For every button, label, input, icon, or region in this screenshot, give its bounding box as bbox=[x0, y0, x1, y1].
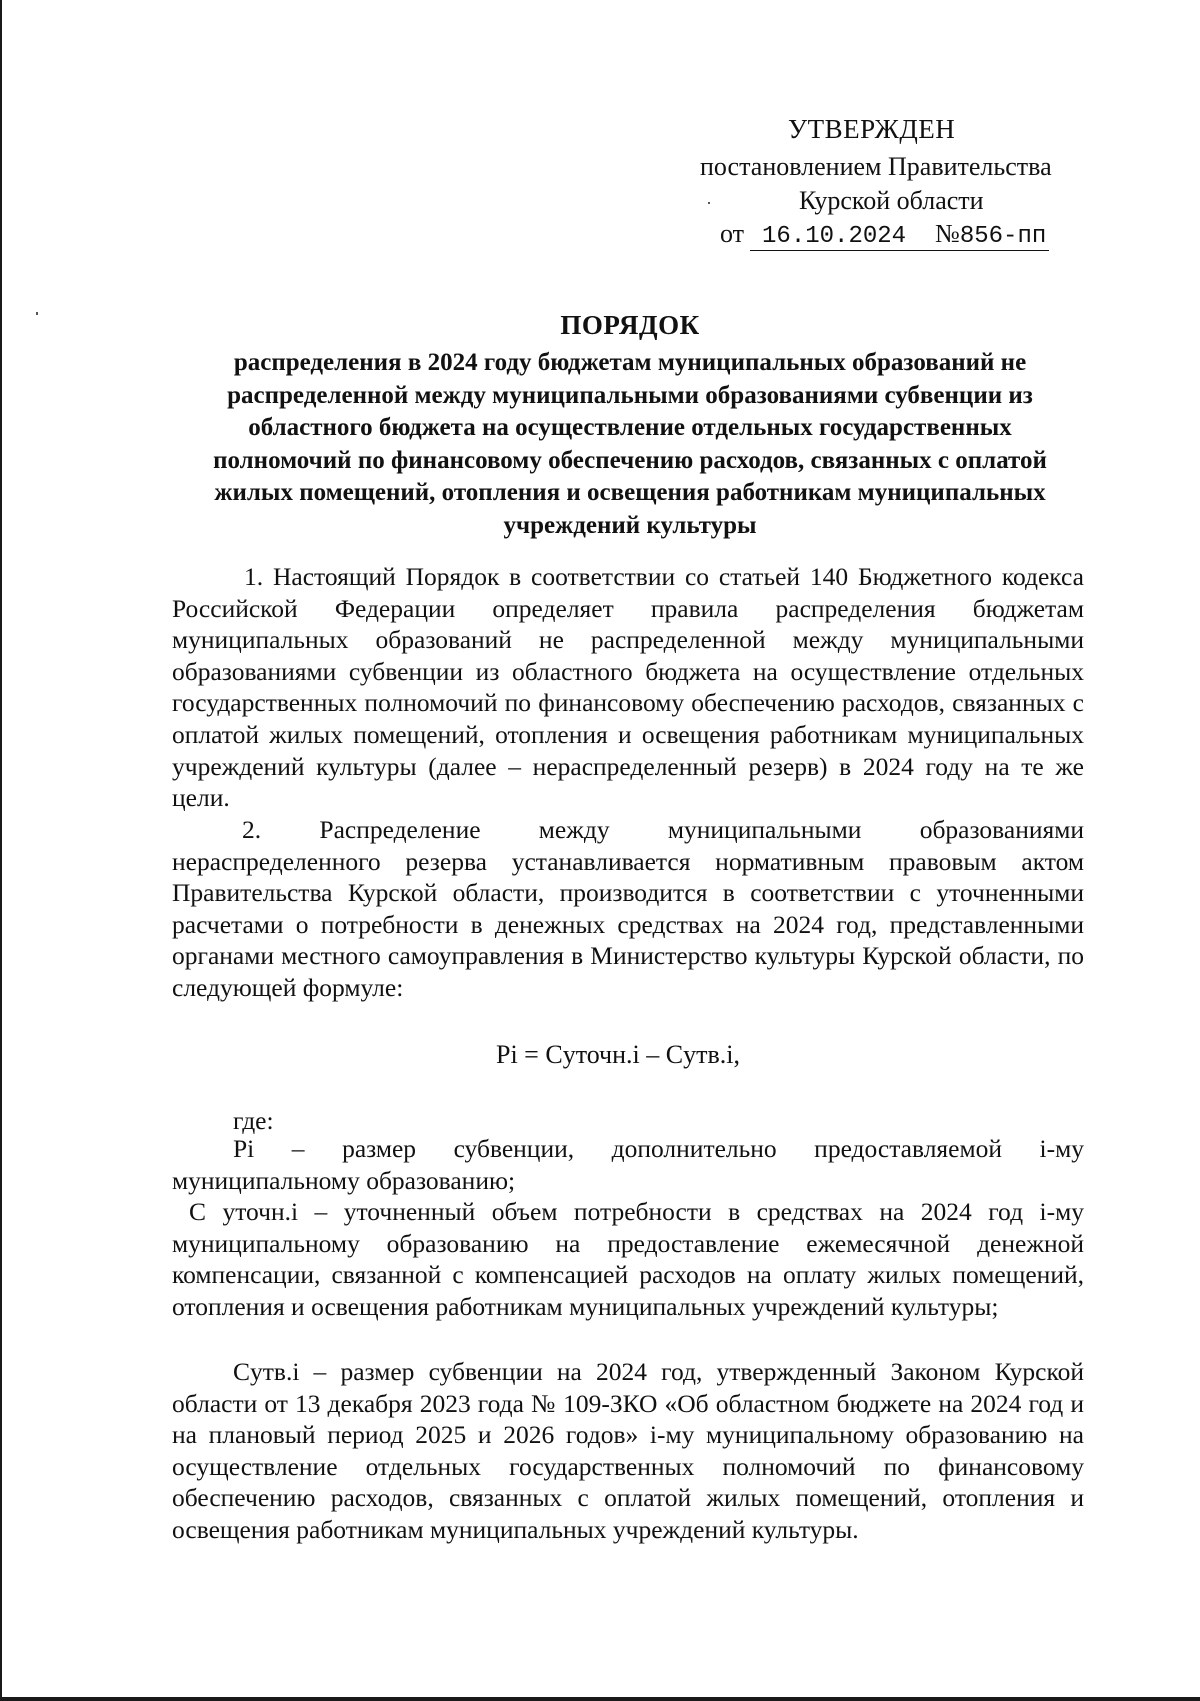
approval-region: Курской области bbox=[799, 186, 984, 215]
date-prefix: от bbox=[720, 219, 745, 248]
scan-left-border bbox=[0, 0, 2, 1701]
paragraph-2: 2. Распределение между муниципальными образованиями нераспределенного резерва устанавливается нормативным правовым актом Правительства Курской области, производится в соответствии с уточненными расчетами о потребности в денежных средствах на 2024 год, представленными органами местного самоуправления в Министерство культуры Курской области, по следующей формуле: bbox=[172, 815, 1084, 1002]
document-title: ПОРЯДОК bbox=[560, 310, 700, 340]
definition-c-utv: Cутв.i – размер субвенции на 2024 год, утвержденный Законом Курской области от 13 декабря 2023 года № 109-ЗКО «Об областном бюджете на 2024 год и на плановый период 2025 и 2026 годов» i-му муниципальному образованию на осуществление отдельных государственных полномочий по финансовому обеспечению расходов, связанных с оплатой жилых помещений, отопления и освещения работникам муниципальных учреждений культуры. bbox=[172, 1357, 1084, 1544]
paragraph-1: 1. Настоящий Порядок в соответствии со статьей 140 Бюджетного кодекса Российской Федерации определяет правила распределения бюджетам муниципальных образований не распределенной между муниципальными образованиями субвенции из областного бюджета на осуществление отдельных государственных полномочий по финансовому обеспечению расходов, связанных с оплатой жилых помещений, отопления и освещения работникам муниципальных учреждений культуры (далее – нераспределенный резерв) в 2024 году на те же цели. bbox=[172, 562, 1084, 813]
scan-bottom-border bbox=[0, 1697, 1200, 1701]
approval-dateline bbox=[720, 217, 1049, 251]
definition-pi: Pi – размер субвенции, дополнительно предоставляемой i-му муниципальному образованию; bbox=[172, 1134, 1084, 1195]
definition-c-utochn: C уточн.i – уточненный объем потребности в средствах на 2024 год i-му муниципальному образованию на предоставление ежемесячной денежной компенсации, связанной с компенсацией расходов на оплату жилых помещений, отопления и освещения работникам муниципальных учреждений культуры; bbox=[172, 1197, 1084, 1321]
approval-authority: постановлением Правительства bbox=[700, 152, 1052, 181]
approval-title: УТВЕРЖДЕН bbox=[788, 114, 956, 144]
document-subtitle: распределения в 2024 году бюджетам муниципальных образований не распределенной между муниципальными образованиями субвенции из областного бюджета на осуществление отдельных государственных полномочий по финансовому обеспечению расходов, связанных с оплатой жилых помещений, отопления и освещения работникам муниципальных учреждений культуры bbox=[213, 349, 1047, 539]
approval-number-field bbox=[935, 221, 1049, 251]
number-sign: № bbox=[935, 219, 960, 248]
formula: Pi = Cуточн.i – Cутв.i, bbox=[496, 1040, 740, 1069]
approval-number: 856-пп bbox=[959, 223, 1047, 250]
approval-date: 16.10.2024 bbox=[750, 224, 935, 251]
where-label: где: bbox=[233, 1106, 274, 1135]
scan-speck bbox=[708, 202, 710, 204]
